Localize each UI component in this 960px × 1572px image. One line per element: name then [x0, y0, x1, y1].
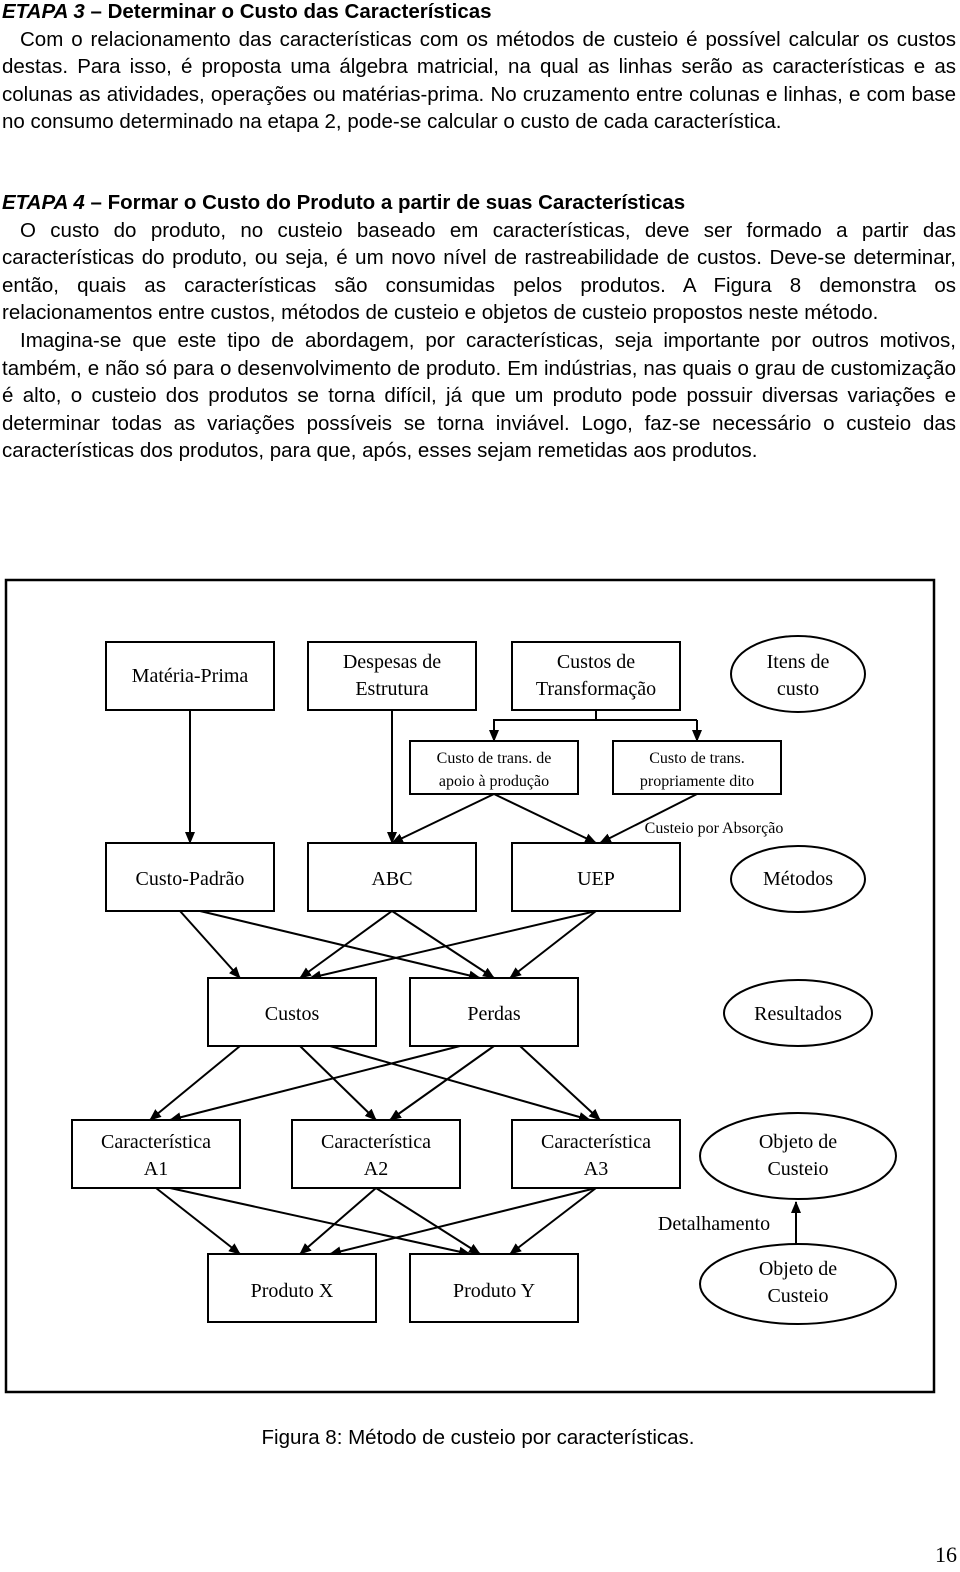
etapa-3-title: Determinar o Custo das Características	[107, 0, 492, 23]
ellipse-itens-de-custo	[731, 636, 865, 712]
label-produto-x: Produto X	[250, 1280, 334, 1302]
arrow-abc-to-custos	[300, 911, 392, 978]
etapa-4-title: Formar o Custo do Produto a partir de suas Características	[107, 191, 686, 214]
label-custeio-por-absorcao: Custeio por Absorção	[644, 820, 784, 837]
arrow-perdas-to-a1	[170, 1046, 460, 1120]
label-materia-prima: Matéria-Prima	[131, 665, 249, 687]
label-uep: UEP	[577, 868, 615, 890]
label-detalhamento: Detalhamento	[657, 1213, 771, 1235]
label-caracteristica-a1-line2: A1	[143, 1158, 169, 1180]
label-objeto-de-top: Objeto de	[758, 1131, 838, 1153]
label-sub1-line2: apoio à produção	[438, 773, 550, 790]
label-sub1-line1: Custo de trans. de	[436, 750, 552, 767]
arrow-abc-to-perdas	[392, 911, 494, 978]
arrow-sub1-to-uep	[494, 794, 596, 843]
label-custo-padrao: Custo-Padrão	[135, 868, 245, 890]
arrow-custos-to-a1	[150, 1046, 240, 1120]
label-custos: Custos	[264, 1003, 320, 1025]
label-objeto-de-bottom: Objeto de	[758, 1258, 838, 1280]
arrow-perdas-to-a2	[390, 1046, 494, 1120]
arrow-a1-to-y	[170, 1188, 470, 1254]
etapa-4-section	[2, 189, 956, 465]
arrow-custos-to-a3	[330, 1046, 590, 1120]
label-sub2-line2: propriamente dito	[639, 773, 755, 790]
label-produto-y: Produto Y	[452, 1280, 536, 1302]
label-custeio-bottom: Custeio	[767, 1285, 829, 1307]
label-caracteristica-a3-line2: A3	[583, 1158, 609, 1180]
figure-8-diagram	[0, 575, 960, 1405]
etapa-4-heading: ETAPA 4 – Formar o Custo do Produto a partir de suas Características	[2, 191, 686, 214]
arrow-perdas-to-a3	[520, 1046, 600, 1120]
ellipse-objeto-de-custeio-top	[700, 1113, 896, 1199]
label-metodos: Métodos	[763, 868, 833, 890]
label-sub2-line1: Custo de trans.	[649, 750, 745, 767]
label-custos-de: Custos de	[556, 651, 636, 673]
label-itens-de: Itens de	[766, 651, 830, 673]
arrow-padrao-to-perdas	[200, 911, 480, 978]
label-resultados: Resultados	[754, 1003, 842, 1025]
arrow-a1-to-x	[156, 1188, 240, 1254]
etapa-3-section	[2, 0, 956, 136]
label-estrutura: Estrutura	[355, 678, 429, 700]
arrow-sub1-to-abc	[392, 794, 494, 843]
label-caracteristica-a1-line1: Característica	[101, 1131, 211, 1153]
label-caracteristica-a2-line2: A2	[363, 1158, 389, 1180]
label-caracteristica-a3-line1: Característica	[541, 1131, 651, 1153]
page-number: 16	[935, 1542, 957, 1567]
figure-caption	[0, 1426, 960, 1450]
etapa-4-paragraph-1: O custo do produto, no custeio baseado em características, deve ser formado a partir das características do produto, ou seja, é um novo nível de rastreabilidade de custos. Deve-se determinar, então, quais as características são consumidas pelos produtos. A Figura 8 demonstra os relacionamentos entre custos, métodos de custeio e objetos de custeio propostos neste método.	[2, 218, 956, 325]
etapa-3-heading: ETAPA 3 – Determinar o Custo das Características	[2, 0, 492, 23]
etapa-4-number: ETAPA 4	[2, 191, 85, 214]
etapa-3-number: ETAPA 3	[2, 0, 85, 23]
label-custo: custo	[776, 678, 820, 700]
arrow-custos-transf-split	[494, 710, 596, 741]
arrow-padrao-to-custos	[180, 911, 240, 978]
label-despesas-de: Despesas de	[342, 651, 442, 673]
label-perdas: Perdas	[467, 1003, 521, 1025]
arrow-a2-to-x	[300, 1188, 376, 1254]
label-caracteristica-a2-line1: Característica	[321, 1131, 431, 1153]
etapa-3-paragraph: Com o relacionamento das características com os métodos de custeio é possível calcular os custos destas. Para isso, é proposta uma álgebra matricial, na qual as linhas serão as características e as colunas as atividades, operações ou matérias-prima. No cruzamento entre colunas e linhas, e com base no consumo determinado na etapa 2, pode-se calcular o custo de cada característica.	[2, 27, 956, 134]
label-abc: ABC	[371, 868, 413, 890]
etapa-4-paragraph-2: Imagina-se que este tipo de abordagem, por características, seja importante por outros motivos, também, e não só para o desenvolvimento de produto. Em indústrias, nas quais o grau de customização é alto, o custeio dos produtos se torna difícil, já que um produto pode possuir diversas variações e determinar todas as variações possíveis se torna inviável. Logo, faz-se necessário o custeio das características dos produtos, para que, após, esses sejam remetidas aos produtos.	[2, 328, 956, 463]
figure-caption-text: Figura 8: Método de custeio por características.	[261, 1426, 695, 1449]
label-custeio-top: Custeio	[767, 1158, 829, 1180]
ellipse-objeto-de-custeio-bottom	[700, 1244, 896, 1324]
label-transformacao: Transformação	[535, 678, 657, 700]
